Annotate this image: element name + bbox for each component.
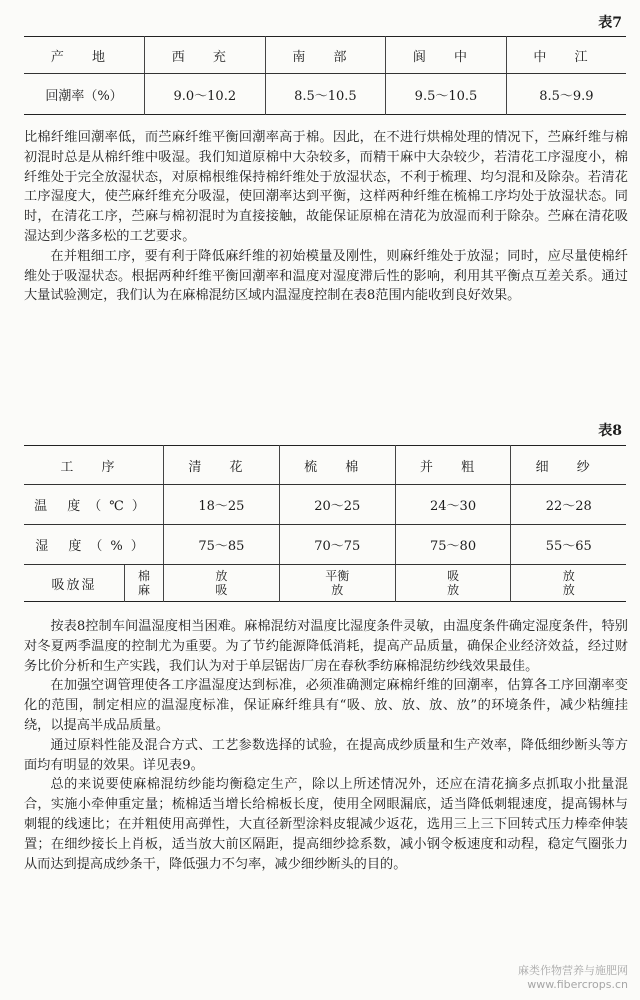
table-cell: 9.5～10.5 xyxy=(386,74,507,115)
table-cell xyxy=(279,565,395,602)
cell-line: 放 xyxy=(562,583,575,597)
table8-header-row xyxy=(24,446,626,485)
paragraph: 比棉纤维回潮率低，而苎麻纤维平衡回潮率高于棉。因此，在不进行烘棉处理的情况下，苎麻纤维与棉初混时总是从棉纤维中吸湿。我们知道原棉中大杂较多，而精干麻中大杂较少，若清花工序湿度小，棉纤维处于完全放湿状态，对原棉根维保持棉纤维处于放湿状态，不利于梳理、均匀混和及除杂。若清花工序湿度大，使苎麻纤维充分吸湿，使回潮率达到平衡，这样两种纤维在梳棉工序均处于放湿状态。同时，在清花工序，苎麻与棉初混时为直接接触，故能保证原棉在清花为放湿而利于除杂。苎麻在清花吸湿达到少落多松的工艺要求。 xyxy=(24,130,628,244)
cell-line: 麻 xyxy=(137,583,150,597)
table-cell: 温 度（℃） xyxy=(24,485,164,525)
table-cell: 20～25 xyxy=(279,485,395,525)
table-cell: 细 纱 xyxy=(511,446,626,485)
table-cell: 70～75 xyxy=(279,525,395,565)
body-text-1 xyxy=(24,128,628,306)
table-cell xyxy=(125,565,164,602)
watermark-url: www.fibercrops.cn xyxy=(527,978,628,991)
cell-line: 吸 xyxy=(447,569,460,583)
table-cell: 22～28 xyxy=(511,485,626,525)
table7-data-row xyxy=(24,74,626,115)
table-cell: 西 充 xyxy=(145,37,266,74)
table-cell xyxy=(511,565,626,602)
table-cell: 55～65 xyxy=(511,525,626,565)
cell-line: 放 xyxy=(331,583,344,597)
cell-line: 吸 xyxy=(215,583,228,597)
paragraph: 总的来说要使麻棉混纺纱能均衡稳定生产，除以上所述情况外，还应在清花摘多点抓取小批量混合，实施小牵伸重定量；梳棉适当增长给棉板长度，使用全网眼漏底，适当降低刺辊速度，提高锡林与刺辊的线速比；在并粗使用高弹性，大直径新型涂料皮辊减少返花，选用三上三下回转式压力棒牵伸装置；在细纱接长上肖板，适当放大前区隔距，提高细纱捻系数，减小钢令板速度和动程，稳定气圈张力从而达到提高成纱条干，降低强力不匀率，减少细纱断头的目的。 xyxy=(24,777,628,872)
table-cell: 梳 棉 xyxy=(279,446,395,485)
table8-humidity-row xyxy=(24,525,626,565)
table-cell: 吸放湿 xyxy=(51,577,97,593)
cell-line: 放 xyxy=(215,569,228,583)
table-cell: 湿 度（%） xyxy=(24,525,164,565)
table7 xyxy=(24,36,626,115)
table8-label: 表8 xyxy=(598,423,622,439)
table-cell: 清 花 xyxy=(164,446,280,485)
table-cell: 南 部 xyxy=(265,37,386,74)
table-cell: 9.0～10.2 xyxy=(145,74,266,115)
table-cell: 中 江 xyxy=(506,37,626,74)
table-cell xyxy=(164,565,280,602)
table-cell: 工 序 xyxy=(24,446,164,485)
table7-header-row xyxy=(24,37,626,74)
table-cell: 18～25 xyxy=(164,485,280,525)
cell-line: 棉 xyxy=(137,569,150,583)
table-cell: 阆 中 xyxy=(386,37,507,74)
table7-label: 表7 xyxy=(598,15,622,31)
cell-line: 放 xyxy=(562,569,575,583)
table-cell: 并 粗 xyxy=(395,446,511,485)
table-cell: 24～30 xyxy=(395,485,511,525)
table8-absorb-row xyxy=(24,565,626,602)
table-cell: 75～85 xyxy=(164,525,280,565)
table-cell: 产 地 xyxy=(24,37,145,74)
cell-line: 平衡 xyxy=(325,569,350,583)
cell-line: 放 xyxy=(447,583,460,597)
table-cell: 8.5～10.5 xyxy=(265,74,386,115)
table-cell: 回潮率（%） xyxy=(45,88,123,104)
table8-temperature-row xyxy=(24,485,626,525)
table-cell: 8.5～9.9 xyxy=(506,74,626,115)
body-text-2 xyxy=(24,617,628,874)
table-cell: 75～80 xyxy=(395,525,511,565)
paragraph: 在并粗细工序，要有利于降低麻纤维的初始模量及刚性，则麻纤维处于放湿；同时，应尽量使棉纤维处于吸湿状态。根据两种纤维平衡回潮率和温度对湿度滞后性的影响，利用其平衡点互差关系。通过大量试验测定，我们认为在麻棉混纺区域内温湿度控制在表8范围内能收到良好效果。 xyxy=(24,248,628,304)
watermark xyxy=(518,964,628,992)
paragraph: 通过原料性能及混合方式、工艺参数选择的试验，在提高成纱质量和生产效率，降低细纱断头等方面均有明显的效果。详见表9。 xyxy=(24,737,628,773)
watermark-cn: 麻类作物营养与施肥网 xyxy=(518,964,628,977)
table8 xyxy=(24,445,626,602)
table-cell xyxy=(395,565,511,602)
paragraph: 在加强空调管理使各工序温湿度达到标准，必须准确测定麻棉纤维的回潮率，估算各工序回潮率变化的范围，制定相应的温湿度标准，保证麻纤维具有“吸、放、放、放、放”的环境条件，减少粘缠挂绕，以提高半成品质量。 xyxy=(24,678,628,733)
paragraph: 按表8控制车间温湿度相当困难。麻棉混纺对温度比湿度条件灵敏，由温度条件确定湿度条件，特别对冬夏两季温度的控制尤为重要。为了节约能源降低消耗，提高产品质量，确保企业经济效益，经过财务比价分析和生产实践，我们认为对于单层锯齿厂房在春秋季纺麻棉混纺纱线效果最佳。 xyxy=(24,619,628,674)
